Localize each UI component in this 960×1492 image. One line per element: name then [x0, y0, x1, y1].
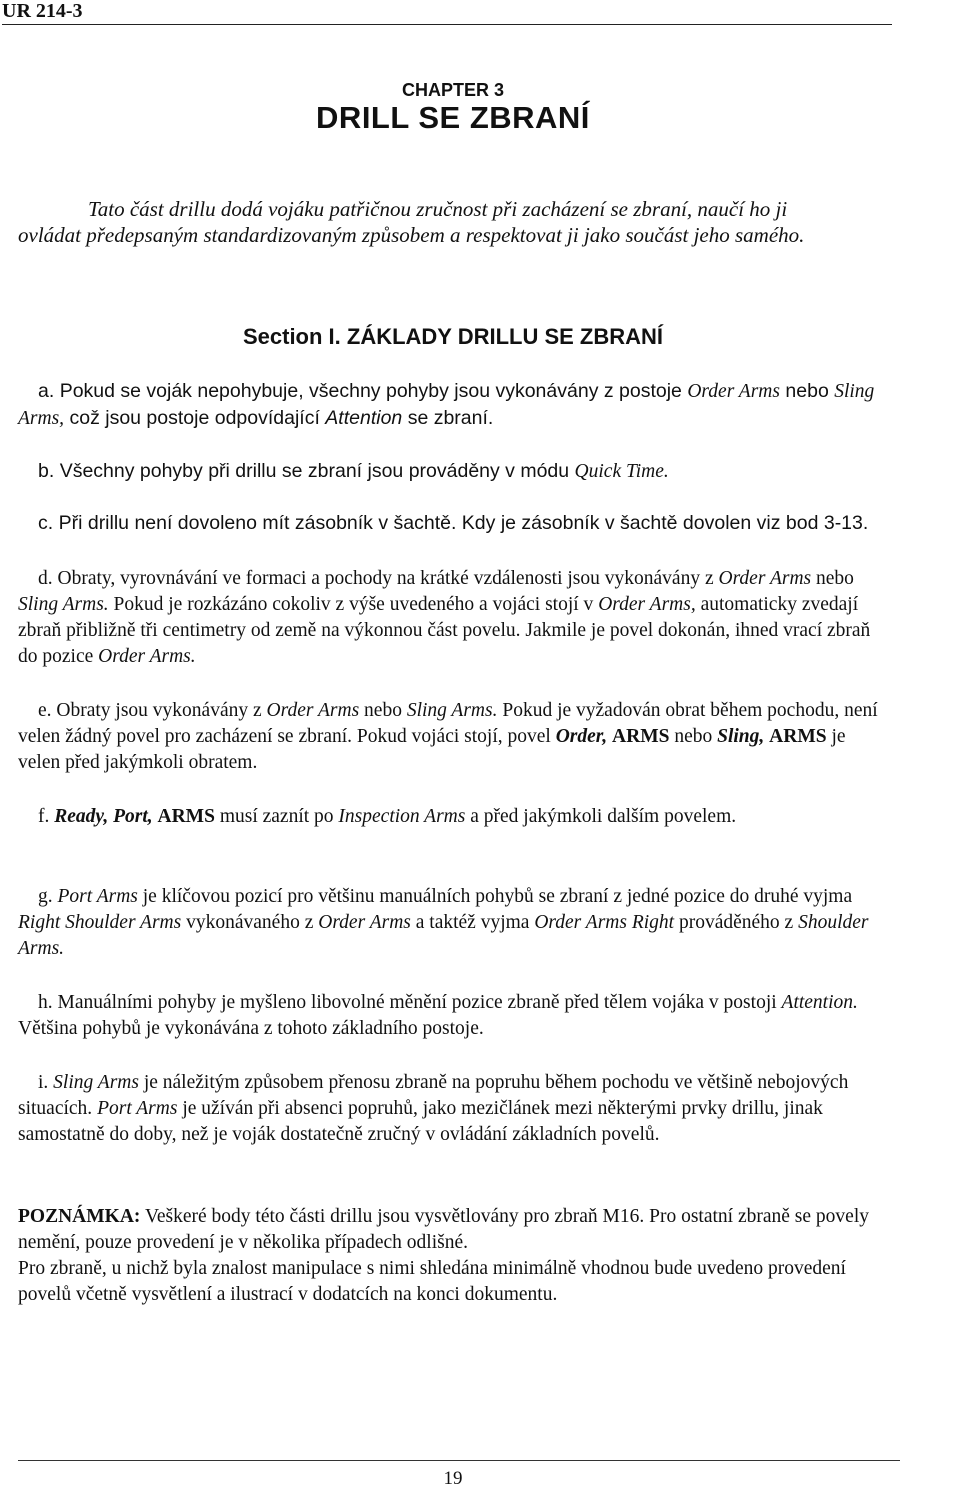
note-label: POZNÁMKA: [18, 1206, 141, 1227]
paragraph-marker: g. [38, 886, 53, 907]
paragraph-i: i. Sling Arms je náležitým způsobem přenosu zbraně na popruhu během pochodu ve většině nebojových situacích. Port Arms je užíván při absenci popruhů, jako mezičlánek mezi některými prvky drillu, jinak samostatně do doby, než je voják dostatečně zručný v ovládání základních povelů. [18, 1072, 849, 1145]
paragraph-b: b. Všechny pohyby při drillu se zbraní jsou prováděny v módu Quick Time. [38, 460, 669, 482]
paragraph-e: e. Obraty jsou vykonávány z Order Arms nebo Sling Arms. Pokud je vyžadován obrat během pochodu, není velen žádný povel pro zacházení se zbraní. Pokud vojáci stojí, povel Order, ARMS nebo Sling, ARMS je velen před jakýmkoli obratem. [18, 700, 878, 773]
page-number: 19 [443, 1468, 463, 1489]
header-rule [2, 24, 892, 25]
paragraph-marker: c. [38, 512, 54, 534]
paragraph-a: a. Pokud se voják nepohybuje, všechny pohyby jsou vykonávány z postoje Order Arms nebo Sling Arms, což jsou postoje odpovídající Attention se zbraní. [18, 380, 875, 429]
paragraph-marker: d. [38, 568, 53, 589]
paragraph-marker: a. [38, 380, 55, 402]
paragraph-marker: i. [38, 1072, 49, 1093]
paragraph-marker: h. [38, 992, 53, 1013]
footer-rule [18, 1460, 900, 1461]
chapter-title: DRILL SE ZBRANÍ [316, 100, 590, 135]
paragraph-h: h. Manuálními pohyby je myšleno libovolné měnění pozice zbraně před tělem vojáka v postoji Attention. Většina pohybů je vykonávána z tohoto základního postoje. [18, 992, 858, 1039]
paragraph-marker: e. [38, 700, 52, 721]
paragraph-f: f. Ready, Port, ARMS musí zaznít po Inspection Arms a před jakýmkoli dalším povelem. [38, 806, 737, 827]
document-id: UR 214-3 [2, 0, 83, 22]
paragraph-c: c. Při drillu není dovoleno mít zásobník v šachtě. Kdy je zásobník v šachtě dovolen viz bod 3-13. [38, 512, 869, 534]
paragraph-d: d. Obraty, vyrovnávání ve formaci a pochody na krátké vzdálenosti jsou vykonávány z Order Arms nebo Sling Arms. Pokud je rozkázáno cokoliv z výše uvedeného a vojáci stojí v Order Arms, automaticky zvedají zbraň přibližně tři centimetry od země na výkonnou část povelu. Jakmile je povel dokonán, ihned vrací zbraň do pozice Order Arms. [18, 568, 871, 667]
section-title: Section I. ZÁKLADY DRILLU SE ZBRANÍ [242, 324, 664, 349]
paragraph-g: g. Port Arms je klíčovou pozicí pro většinu manuálních pohybů se zbraní z jedné pozice do druhé vyjma Right Shoulder Arms vykonávaného z Order Arms a taktéž vyjma Order Arms Right prováděného z Shoulder Arms. [18, 886, 869, 959]
paragraph-marker: b. [38, 460, 55, 482]
note-block: POZNÁMKA: Veškeré body této části drillu jsou vysvětlovány pro zbraň M16. Pro ostatní zbraně se povely nemění, pouze provedení je v několika případech odlišné. Pro zbraně, u nichž byla znalost manipulace s nimi shledána minimálně vhodnou bude uvedeno provedení povelů včetně vysvětlení a ilustrací v dodatcích na konci dokumentu. [18, 1206, 869, 1305]
paragraph-marker: f. [38, 806, 50, 827]
chapter-label: CHAPTER 3 [401, 80, 504, 100]
chapter-intro: Tato část drillu dodá vojáku patřičnou zručnost při zacházení se zbraní, naučí ho ji ovládat předepsaným standardizovaným způsobem a respektovat ji jako součást jeho samého. [18, 197, 805, 247]
